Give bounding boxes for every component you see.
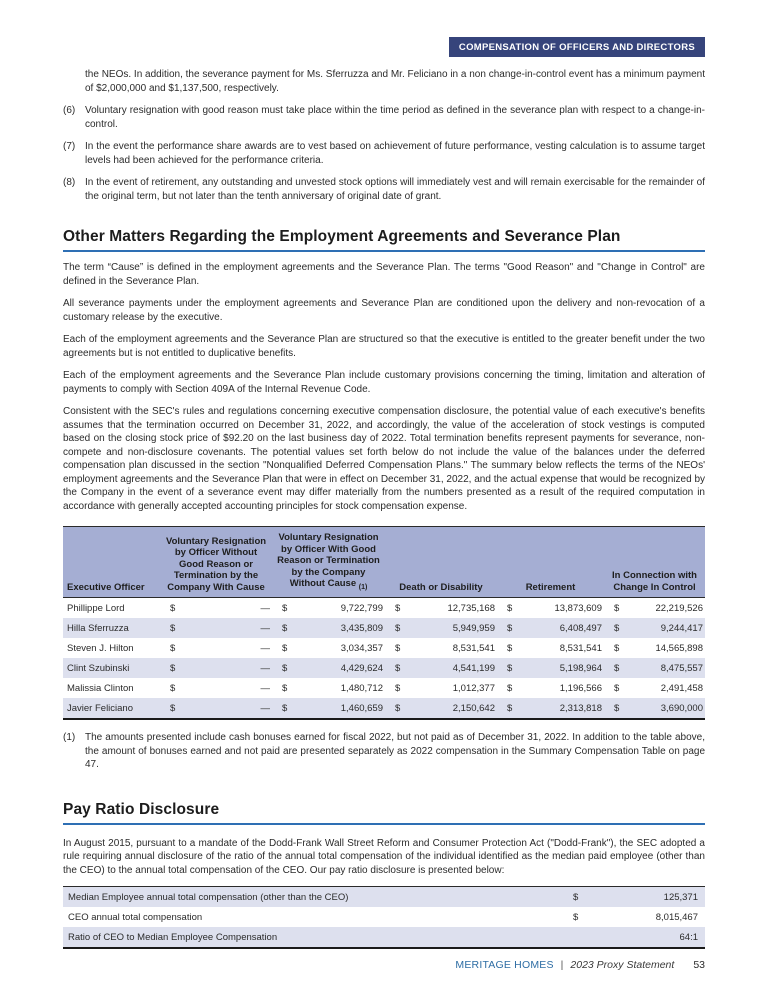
value-cell bbox=[160, 598, 272, 619]
value-cell bbox=[385, 678, 497, 698]
cell-value: 6,408,497 bbox=[559, 622, 602, 634]
currency-symbol: $ bbox=[395, 622, 401, 634]
cell-value: — bbox=[260, 642, 270, 654]
footnote-text: Voluntary resignation with good reason must take place within the time period as defined in the severance plan with respect to a change-in-control. bbox=[85, 105, 705, 130]
ratio-row-value: 8,015,467 bbox=[655, 911, 698, 923]
executive-name: Clint Szubinski bbox=[67, 662, 130, 674]
currency-symbol: $ bbox=[507, 642, 513, 654]
executive-name: Steven J. Hilton bbox=[67, 642, 134, 654]
header-row bbox=[63, 37, 705, 57]
other-matters-paragraph-4: Each of the employment agreements and the Severance Plan include customary provisions concerning the timing, limitation and alteration of payments to comply with Section 409A of the Internal Revenue Code. bbox=[63, 370, 705, 395]
footnote-text: The amounts presented include cash bonuses earned for fiscal 2022, but not paid as of December 31, 2022. In addition to the table above, the amount of bonuses earned and not paid are presented separately as 2022 compensation in the Summary Compensation Table on page 47. bbox=[85, 732, 705, 771]
ratio-row-label: Ratio of CEO to Median Employee Compensation bbox=[68, 931, 278, 943]
table-row bbox=[63, 658, 705, 678]
cell-value: 1,460,659 bbox=[340, 702, 383, 714]
currency-symbol: $ bbox=[395, 682, 401, 694]
footer-separator: | bbox=[560, 959, 564, 971]
currency-symbol: $ bbox=[282, 622, 288, 634]
value-cell bbox=[272, 698, 385, 719]
cell-value: 8,531,541 bbox=[559, 642, 602, 654]
currency-symbol: $ bbox=[614, 602, 620, 614]
value-cell bbox=[497, 618, 604, 638]
value-cell bbox=[272, 638, 385, 658]
pay-ratio-table bbox=[63, 886, 705, 949]
other-matters-paragraph-3: Each of the employment agreements and the Severance Plan are structured so that the executive is entitled to the greater benefit under the two agreements but is not entitled to duplicative benefits. bbox=[63, 334, 705, 359]
page-number: 53 bbox=[693, 959, 705, 971]
value-cell bbox=[604, 598, 705, 619]
value-cell bbox=[604, 678, 705, 698]
currency-symbol: $ bbox=[507, 662, 513, 674]
currency-symbol: $ bbox=[282, 702, 288, 714]
value-cell bbox=[385, 658, 497, 678]
value-cell bbox=[160, 698, 272, 719]
cell-value: 12,735,168 bbox=[447, 602, 495, 614]
column-header-voluntary-with-good-reason bbox=[272, 527, 385, 598]
currency-symbol: $ bbox=[614, 642, 620, 654]
currency-symbol: $ bbox=[170, 602, 176, 614]
currency-symbol: $ bbox=[573, 891, 579, 903]
currency-symbol: $ bbox=[395, 602, 401, 614]
value-cell bbox=[385, 598, 497, 619]
ratio-row-label: Median Employee annual total compensation (other than the CEO) bbox=[68, 891, 349, 903]
cell-value: 4,541,199 bbox=[452, 662, 495, 674]
currency-symbol: $ bbox=[395, 642, 401, 654]
currency-symbol: $ bbox=[282, 602, 288, 614]
currency-symbol: $ bbox=[170, 702, 176, 714]
cell-value: 1,196,566 bbox=[559, 682, 602, 694]
footer-brand: MERITAGE HOMES bbox=[455, 959, 554, 971]
table-row bbox=[63, 678, 705, 698]
value-cell bbox=[160, 638, 272, 658]
ratio-row-value: 125,371 bbox=[663, 891, 698, 903]
cell-value: 1,480,712 bbox=[340, 682, 383, 694]
value-cell bbox=[604, 658, 705, 678]
value-cell bbox=[497, 598, 604, 619]
table-row bbox=[63, 698, 705, 719]
currency-symbol: $ bbox=[614, 702, 620, 714]
executive-name: Malissia Clinton bbox=[67, 682, 134, 694]
currency-symbol: $ bbox=[282, 662, 288, 674]
footnote-text: In the event the performance share awards are to vest based on achievement of future performance, vesting calculation is to assume target levels had been achieved for the performance criteria. bbox=[85, 141, 705, 166]
page-footer bbox=[455, 959, 705, 971]
other-matters-heading: Other Matters Regarding the Employment Agreements and Severance Plan bbox=[63, 228, 705, 252]
ratio-row-label: CEO annual total compensation bbox=[68, 911, 203, 923]
value-cell bbox=[604, 618, 705, 638]
value-cell bbox=[497, 698, 604, 719]
cell-value: 22,219,526 bbox=[655, 602, 703, 614]
column-header-death-or-disability: Death or Disability bbox=[385, 527, 497, 598]
value-cell bbox=[272, 598, 385, 619]
cell-value: 3,034,357 bbox=[340, 642, 383, 654]
table-row bbox=[63, 638, 705, 658]
footnote-number: (8) bbox=[63, 177, 76, 188]
footnote-number: (7) bbox=[63, 141, 76, 152]
currency-symbol: $ bbox=[573, 911, 579, 923]
table-row bbox=[63, 887, 705, 908]
value-cell bbox=[160, 618, 272, 638]
cell-value: 2,313,818 bbox=[559, 702, 602, 714]
footnote-text: In the event of retirement, any outstanding and unvested stock options will immediately vest and will remain exercisable for the remainder of the original term, but not later than the tenth anniversary of original date of grant. bbox=[85, 177, 705, 202]
currency-symbol: $ bbox=[507, 602, 513, 614]
value-cell bbox=[385, 698, 497, 719]
value-cell bbox=[604, 638, 705, 658]
cell-value: — bbox=[260, 702, 270, 714]
table-row bbox=[63, 927, 705, 948]
pay-ratio-paragraph: In August 2015, pursuant to a mandate of the Dodd-Frank Wall Street Reform and Consumer Protection Act ("Dodd-Frank"), the SEC adopted a rule requiring annual disclosure of the ratio of the annual total compensation of the individual identified as the median paid employee (other than the CEO) to the annual total compensation of the CEO. Our pay ratio disclosure is presented below: bbox=[63, 837, 705, 876]
cell-value: — bbox=[260, 682, 270, 694]
currency-symbol: $ bbox=[395, 662, 401, 674]
executive-name: Phillippe Lord bbox=[67, 602, 125, 614]
cell-value: — bbox=[260, 662, 270, 674]
cell-value: 1,012,377 bbox=[452, 682, 495, 694]
executive-name: Hilla Sferruzza bbox=[67, 622, 129, 634]
column-header-retirement: Retirement bbox=[497, 527, 604, 598]
currency-symbol: $ bbox=[170, 662, 176, 674]
severance-table-header bbox=[63, 527, 705, 598]
cell-value: 14,565,898 bbox=[655, 642, 703, 654]
severance-table-header-row bbox=[63, 527, 705, 598]
table-footnote-1 bbox=[63, 731, 705, 772]
column-header-executive-officer: Executive Officer bbox=[63, 527, 160, 598]
severance-table-body bbox=[63, 598, 705, 720]
value-cell bbox=[497, 678, 604, 698]
currency-symbol: $ bbox=[170, 622, 176, 634]
cell-value: 8,475,557 bbox=[660, 662, 703, 674]
cell-value: 2,491,458 bbox=[660, 682, 703, 694]
executive-name: Javier Feliciano bbox=[67, 702, 133, 714]
currency-symbol: $ bbox=[507, 702, 513, 714]
cell-value: — bbox=[260, 622, 270, 634]
top-footnotes bbox=[63, 68, 705, 203]
cell-value: 4,429,624 bbox=[340, 662, 383, 674]
other-matters-paragraph-1: The term “Cause” is defined in the employment agreements and the Severance Plan. The terms "Good Reason" and "Change in Control" are defined in the Severance Plan. bbox=[63, 262, 705, 287]
currency-symbol: $ bbox=[282, 642, 288, 654]
value-cell bbox=[272, 678, 385, 698]
footnote-number: (6) bbox=[63, 105, 76, 116]
table-row bbox=[63, 618, 705, 638]
cell-value: 5,949,959 bbox=[452, 622, 495, 634]
pay-ratio-heading: Pay Ratio Disclosure bbox=[63, 801, 705, 825]
value-cell bbox=[497, 658, 604, 678]
footnote-number: (1) bbox=[63, 732, 76, 744]
footnote-item-8 bbox=[63, 176, 705, 203]
value-cell bbox=[385, 638, 497, 658]
severance-table bbox=[63, 526, 705, 720]
currency-symbol: $ bbox=[614, 682, 620, 694]
currency-symbol: $ bbox=[507, 622, 513, 634]
ratio-row-value: 64:1 bbox=[679, 931, 698, 943]
cell-value: 2,150,642 bbox=[452, 702, 495, 714]
currency-symbol: $ bbox=[614, 622, 620, 634]
cell-value: 8,531,541 bbox=[452, 642, 495, 654]
cell-value: 13,873,609 bbox=[554, 602, 602, 614]
footer-document-title: 2023 Proxy Statement bbox=[570, 959, 675, 971]
footnote-ref: (1) bbox=[358, 583, 368, 591]
other-matters-paragraph-5: Consistent with the SEC's rules and regulations concerning executive compensation disclosure, the potential value of each executive's benefits assumes that the termination occurred on December 31, 2022, and accordingly, the value of the acceleration of stock vestings is computed based on the closing stock price of $92.20 on the last business day of 2022. Total termination benefits represent payments for severance, non-compete and non-disclosure covenants. The potential values set forth below do not include the value of the balances under the deferred compensation plan discussed in the section "Nonqualified Deferred Compensation Plans." The summary below reflects the terms of the NEOs' employment agreements and the Severance Plan that were in effect on December 31, 2022, and the actual expense that would be recognized by the Company in the event of a severance event may differ materially from the numbers presented as a result of the required computation in accordance with generally accepted accounting principles for stock compensation expense. bbox=[63, 406, 705, 512]
other-matters-paragraph-2: All severance payments under the employment agreements and Severance Plan are conditioned upon the delivery and non-revocation of a customary release by the executive. bbox=[63, 298, 705, 323]
column-header-voluntary-without-good-reason: Voluntary Resignation by Officer Without Good Reason or Termination by the Company With Cause bbox=[160, 527, 272, 598]
cell-value: 9,722,799 bbox=[340, 602, 383, 614]
column-header-text: Voluntary Resignation by Officer With Good Reason or Termination by the Company Without Cause bbox=[277, 532, 380, 589]
currency-symbol: $ bbox=[282, 682, 288, 694]
value-cell bbox=[160, 658, 272, 678]
currency-symbol: $ bbox=[507, 682, 513, 694]
value-cell bbox=[604, 698, 705, 719]
value-cell bbox=[385, 618, 497, 638]
cell-value: 3,690,000 bbox=[660, 702, 703, 714]
footnote-item-6 bbox=[63, 104, 705, 131]
table-row bbox=[63, 598, 705, 619]
currency-symbol: $ bbox=[395, 702, 401, 714]
cell-value: — bbox=[260, 602, 270, 614]
column-header-change-in-control: In Connection with Change In Control bbox=[604, 527, 705, 598]
value-cell bbox=[272, 658, 385, 678]
footnote-item-7 bbox=[63, 140, 705, 167]
currency-symbol: $ bbox=[170, 642, 176, 654]
currency-symbol: $ bbox=[170, 682, 176, 694]
value-cell bbox=[272, 618, 385, 638]
currency-symbol: $ bbox=[614, 662, 620, 674]
footnote-continuation: the NEOs. In addition, the severance payment for Ms. Sferruzza and Mr. Feliciano in a non change-in-control event has a minimum payment of $2,000,000 and $1,137,500, respectively. bbox=[85, 69, 705, 94]
value-cell bbox=[497, 638, 604, 658]
cell-value: 3,435,809 bbox=[340, 622, 383, 634]
value-cell bbox=[160, 678, 272, 698]
currency-symbol bbox=[573, 927, 598, 948]
section-badge: COMPENSATION OF OFFICERS AND DIRECTORS bbox=[449, 37, 705, 57]
cell-value: 9,244,417 bbox=[660, 622, 703, 634]
table-row bbox=[63, 907, 705, 927]
cell-value: 5,198,964 bbox=[559, 662, 602, 674]
